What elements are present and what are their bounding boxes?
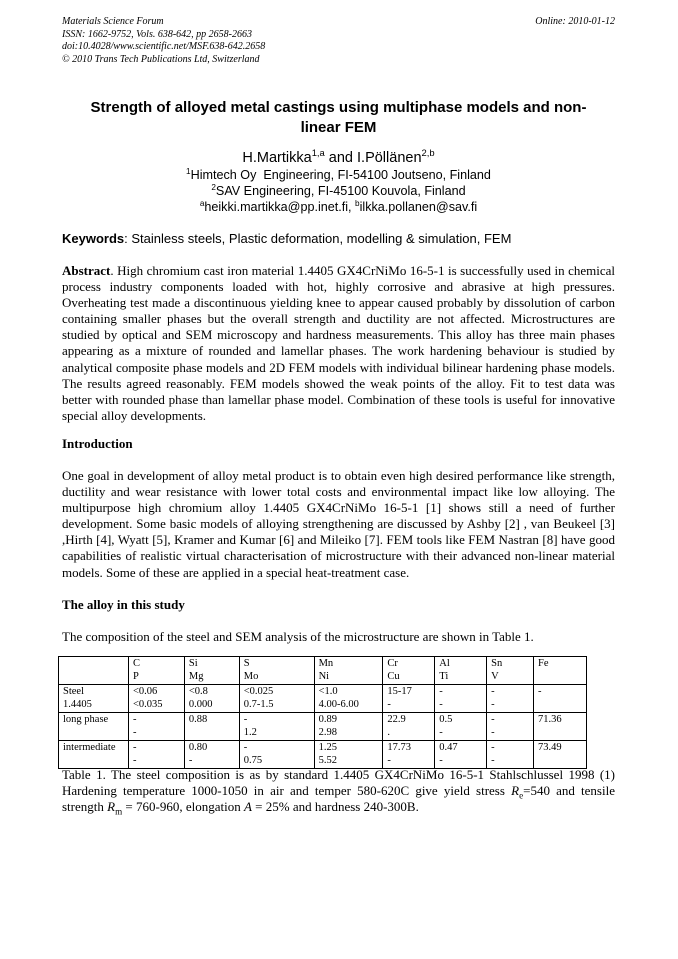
- table-cell: [59, 713, 129, 741]
- email-a: heikki.martikka@pp.inet.fi,: [204, 200, 356, 214]
- table-cell: [314, 685, 383, 713]
- cell-line: long phase: [63, 714, 109, 725]
- table-cell: [184, 741, 239, 769]
- cell-line: Mn: [318, 658, 334, 669]
- table-cell: [534, 657, 587, 685]
- abstract-label: Abstract: [62, 263, 111, 278]
- keywords: [62, 231, 615, 247]
- table-cell: [184, 713, 239, 741]
- cell-line: -: [439, 754, 443, 766]
- table-cell: [239, 713, 314, 741]
- cell-line: Al: [439, 658, 450, 669]
- affiliation-1-sup: 1: [186, 166, 191, 176]
- cell-line: 5.52: [318, 754, 337, 766]
- cell-line: [63, 755, 124, 768]
- introduction-text: One goal in development of alloy metal product is to obtain even high desired performance like strength, ductility and wear resistance with lower total costs and environmental impact like low alloying. The multipurpose high chromium alloy 1.4405 GX4CrNiMo 16-5-1 [1] shows still a need of further development. Some basic models of alloying strengthening are discussed by Ashby [2] , van Beukeel [3] ,Hirth [4], Wyatt [5], Kramer and Kumar [6] and Mileiko [7]. FEM tools like FEM Nastran [8] have good capabilities of realistic virtual characterisation of microstructure with their advanced non-linear material models. Some of these are applied in a special heat-treatment case.: [62, 468, 615, 580]
- cell-line: -: [491, 754, 495, 766]
- cell-line: Mo: [243, 670, 259, 682]
- cell-line: Sn: [491, 658, 503, 669]
- cell-line: Ti: [439, 670, 449, 682]
- table-cell: [314, 713, 383, 741]
- paper-title: [62, 98, 615, 138]
- elongation-symbol: A: [243, 799, 252, 815]
- table-cell: [383, 685, 435, 713]
- composition-table: [58, 656, 587, 769]
- cell-line: 0.88: [188, 714, 208, 725]
- page-header: [62, 16, 615, 66]
- author-1: H.Martikka: [242, 150, 312, 166]
- table-cell: [128, 741, 184, 769]
- table-cell: [383, 741, 435, 769]
- table-cell: [435, 657, 487, 685]
- alloy-heading: The alloy in this study: [62, 597, 185, 612]
- table-row: [59, 657, 587, 685]
- cell-line: -: [132, 726, 137, 738]
- caption-part-2: =540 and tensile strength: [62, 783, 615, 815]
- cell-line: -: [491, 714, 495, 725]
- cell-line: 0.7-1.5: [243, 698, 274, 710]
- table-row: [59, 685, 587, 713]
- cell-line: 0.89: [318, 714, 337, 725]
- title-line-2: linear FEM: [300, 119, 377, 136]
- cell-line: .: [387, 726, 391, 738]
- table-cell: [383, 657, 435, 685]
- cell-line: -: [538, 686, 542, 697]
- cell-line: 0.000: [188, 698, 213, 710]
- cell-line: S: [243, 658, 250, 669]
- cell-line: Si: [188, 658, 198, 669]
- cell-line: -: [132, 754, 137, 766]
- keywords-label: Keywords: [62, 231, 125, 246]
- cell-line: -: [491, 726, 495, 738]
- table-cell: [534, 741, 587, 769]
- table-cell: [487, 741, 534, 769]
- table-cell: [128, 713, 184, 741]
- authors: [62, 149, 615, 167]
- cell-line: 0.80: [188, 742, 208, 753]
- cell-line: [63, 671, 124, 684]
- doi-line: doi:10.4028/www.scientific.net/MSF.638-642.2658: [62, 41, 266, 52]
- cell-line: 0.5: [439, 714, 453, 725]
- table-cell: [59, 657, 129, 685]
- caption-part-1: Table 1. The steel composition is as by standard 1.4405 GX4CrNiMo 16-5-1 Stahlschlussel 1998 (1) Hardening temperature 1000-1050 in air and temper 580-620C give yield stress: [62, 767, 615, 799]
- email-b-sup: b: [355, 198, 360, 208]
- cell-line: <0.8: [188, 686, 208, 697]
- author-2: I.Pöllänen: [357, 150, 422, 166]
- caption-part-4: = 25% and hardness 240-300B.: [251, 799, 419, 815]
- cell-line: 0.47: [439, 742, 458, 753]
- table-cell: [534, 713, 587, 741]
- cell-line: P: [132, 670, 139, 682]
- affiliation-1: [62, 167, 615, 183]
- table-cell: [239, 741, 314, 769]
- cell-line: -: [439, 698, 443, 710]
- table-row: [59, 713, 587, 741]
- online-date: Online: 2010-01-12: [535, 16, 615, 27]
- table-cell: [59, 741, 129, 769]
- author-1-sup: 1,a: [311, 147, 325, 159]
- caption-part-3: = 760-960, elongation: [122, 799, 244, 815]
- cell-line: C: [132, 658, 140, 669]
- email-a-sup: a: [199, 198, 205, 208]
- table-cell: [239, 685, 314, 713]
- table-cell: [435, 741, 487, 769]
- cell-line: [538, 755, 582, 768]
- cell-line: [189, 727, 235, 740]
- cell-line: -: [439, 686, 443, 697]
- table-cell: [487, 685, 534, 713]
- cell-line: [63, 727, 124, 740]
- cell-line: -: [188, 754, 193, 766]
- cell-line: 22.9: [387, 714, 406, 725]
- cell-line: -: [132, 714, 137, 725]
- cell-line: Steel: [63, 686, 84, 697]
- issn-line: ISSN: 1662-9752, Vols. 638-642, pp 2658-2663: [62, 28, 252, 40]
- journal-name: Materials Science Forum: [62, 16, 164, 27]
- cell-line: V: [491, 670, 499, 682]
- cell-line: -: [387, 698, 391, 710]
- cell-line: -: [491, 698, 495, 710]
- affiliation-2-sup: 2: [211, 182, 216, 192]
- cell-line: -: [491, 686, 495, 697]
- cell-line: Ni: [318, 670, 330, 682]
- email-b: ilkka.pollanen@sav.fi: [359, 200, 478, 214]
- cell-line: 4.00-6.00: [318, 698, 359, 710]
- tensile-strength-symbol: R: [107, 799, 116, 815]
- alloy-text: The composition of the steel and SEM analysis of the microstructure are shown in Table 1.: [62, 629, 534, 644]
- cell-line: -: [132, 742, 137, 753]
- yield-stress-symbol: R: [511, 783, 520, 799]
- cell-line: [538, 699, 582, 712]
- cell-line: 1.2: [243, 726, 257, 738]
- cell-line: -: [387, 754, 391, 766]
- cell-line: -: [491, 742, 495, 753]
- abstract-text: . High chromium cast iron material 1.4405 GX4CrNiMo 16-5-1 is successfully used in chemical process industry components loaded with hot, highly corrosive and abrasive at high pressures. Overheating test made a discontinuous yielding knee to appear caused probably by dissolution of carbon containing smaller phases but the overall strength and ductility are not affected. Microstructures are studied by optical and SEM microscopy and hardness measurements. This alloy has three main phases appearing as a mixture of rounded and lamellar phases. The work hardening behaviour is studied by analytical composite phase models and 2D FEM models with individual bilinear hardening phase models. The results agreed reasonably. FEM models showed the weak points of the alloy. Fit to test data was better with rounded phase than lamellar phase model. Combination of these tools is useful for innovative special alloy developments.: [62, 263, 615, 423]
- table-cell: [314, 741, 383, 769]
- table-cell: [534, 685, 587, 713]
- cell-line: Cu: [387, 670, 400, 682]
- table-row: [59, 741, 587, 769]
- cell-line: 71.36: [538, 714, 562, 725]
- cell-line: intermediate: [63, 742, 116, 753]
- table-cell: [184, 657, 239, 685]
- cell-line: [63, 658, 124, 671]
- cell-line: Mg: [188, 670, 204, 682]
- table-cell: [435, 713, 487, 741]
- cell-line: 17.73: [387, 742, 412, 753]
- yield-stress-sub: e: [519, 790, 524, 801]
- cell-line: [538, 671, 582, 684]
- cell-line: [538, 727, 582, 740]
- introduction-heading: Introduction: [62, 436, 133, 451]
- affiliation-2-text: SAV Engineering, FI-45100 Kouvola, Finland: [215, 184, 466, 198]
- table-cell: [128, 685, 184, 713]
- table-cell: [383, 713, 435, 741]
- cell-line: -: [439, 726, 443, 738]
- author-and: and: [324, 150, 358, 166]
- table-cell: [128, 657, 184, 685]
- cell-line: Cr: [387, 658, 398, 669]
- table-cell: [314, 657, 383, 685]
- cell-line: 73.49: [538, 742, 562, 753]
- emails: [62, 199, 615, 215]
- table-cell: [487, 713, 534, 741]
- table-cell: [59, 685, 129, 713]
- cell-line: <0.035: [132, 698, 163, 710]
- cell-line: 1.4405: [63, 698, 92, 710]
- cell-line: -: [243, 742, 248, 753]
- copyright-line: © 2010 Trans Tech Publications Ltd, Switzerland: [62, 53, 260, 65]
- cell-line: <0.025: [243, 686, 274, 697]
- table-cell: [435, 685, 487, 713]
- keywords-text: : Stainless steels, Plastic deformation, modelling & simulation, FEM: [124, 231, 512, 246]
- abstract: [62, 263, 615, 424]
- table-caption: [62, 767, 615, 815]
- cell-line: <0.06: [132, 686, 158, 697]
- cell-line: Fe: [538, 658, 549, 669]
- cell-line: 0.75: [243, 754, 263, 766]
- table-cell: [184, 685, 239, 713]
- tensile-strength-sub: m: [115, 806, 123, 817]
- title-line-1: Strength of alloyed metal castings using multiphase models and non-: [90, 99, 587, 116]
- affiliation-1-text: Himtech Oy Engineering, FI-54100 Joutseno, Finland: [190, 168, 491, 182]
- author-2-sup: 2,b: [421, 147, 435, 159]
- table-cell: [487, 657, 534, 685]
- cell-line: 2.98: [318, 726, 337, 738]
- cell-line: <1.0: [318, 686, 338, 697]
- cell-line: 1.25: [318, 742, 337, 753]
- affiliation-2: [62, 183, 615, 199]
- cell-line: 15-17: [387, 686, 412, 697]
- cell-line: -: [243, 714, 248, 725]
- table-cell: [239, 657, 314, 685]
